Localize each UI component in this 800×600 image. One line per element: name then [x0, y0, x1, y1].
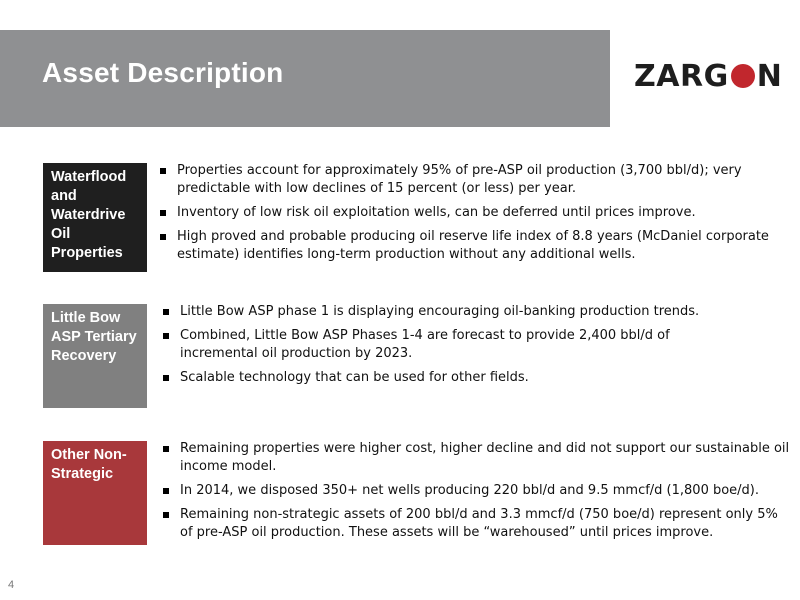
- bullet-item: Scalable technology that can be used for other fields.: [160, 369, 720, 387]
- logo-text-left: ZARG: [634, 58, 729, 94]
- page-number: 4: [8, 579, 15, 591]
- bullet-item: Little Bow ASP phase 1 is displaying encouraging oil-banking production trends.: [160, 303, 720, 321]
- bullet-item: Combined, Little Bow ASP Phases 1-4 are forecast to provide 2,400 bbl/d of incremental oil production by 2023.: [160, 327, 720, 363]
- section-label-waterflood: Waterflood and Waterdrive Oil Properties: [43, 163, 147, 272]
- bullet-item: Remaining properties were higher cost, higher decline and did not support our sustainable oil income model.: [160, 440, 790, 476]
- page-title: Asset Description: [42, 57, 284, 88]
- bullet-item: Remaining non-strategic assets of 200 bbl/d and 3.3 mmcf/d (750 boe/d) represent only 5% of pre-ASP oil production. These assets will be “warehoused” until prices improve.: [160, 506, 790, 542]
- section-label-non-strategic: Other Non-Strategic: [43, 441, 147, 545]
- logo-o-icon: [731, 64, 755, 88]
- bullet-list-non-strategic: [160, 440, 790, 548]
- title-bar: [0, 30, 610, 127]
- bullet-item: Properties account for approximately 95% of pre-ASP oil production (3,700 bbl/d); very predictable with low declines of 15 percent (or less) per year.: [157, 162, 787, 198]
- bullet-item: In 2014, we disposed 350+ net wells producing 220 bbl/d and 9.5 mmcf/d (1,800 boe/d).: [160, 482, 790, 500]
- logo-text-right: N: [756, 58, 783, 94]
- zargon-logo: [634, 56, 782, 96]
- bullet-list-little-bow: [160, 303, 720, 393]
- bullet-list-waterflood: [157, 162, 787, 270]
- section-label-little-bow: Little Bow ASP Tertiary Recovery: [43, 304, 147, 408]
- bullet-item: High proved and probable producing oil reserve life index of 8.8 years (McDaniel corporate estimate) identifies long-term production without any additional wells.: [157, 228, 787, 264]
- bullet-item: Inventory of low risk oil exploitation wells, can be deferred until prices improve.: [157, 204, 787, 222]
